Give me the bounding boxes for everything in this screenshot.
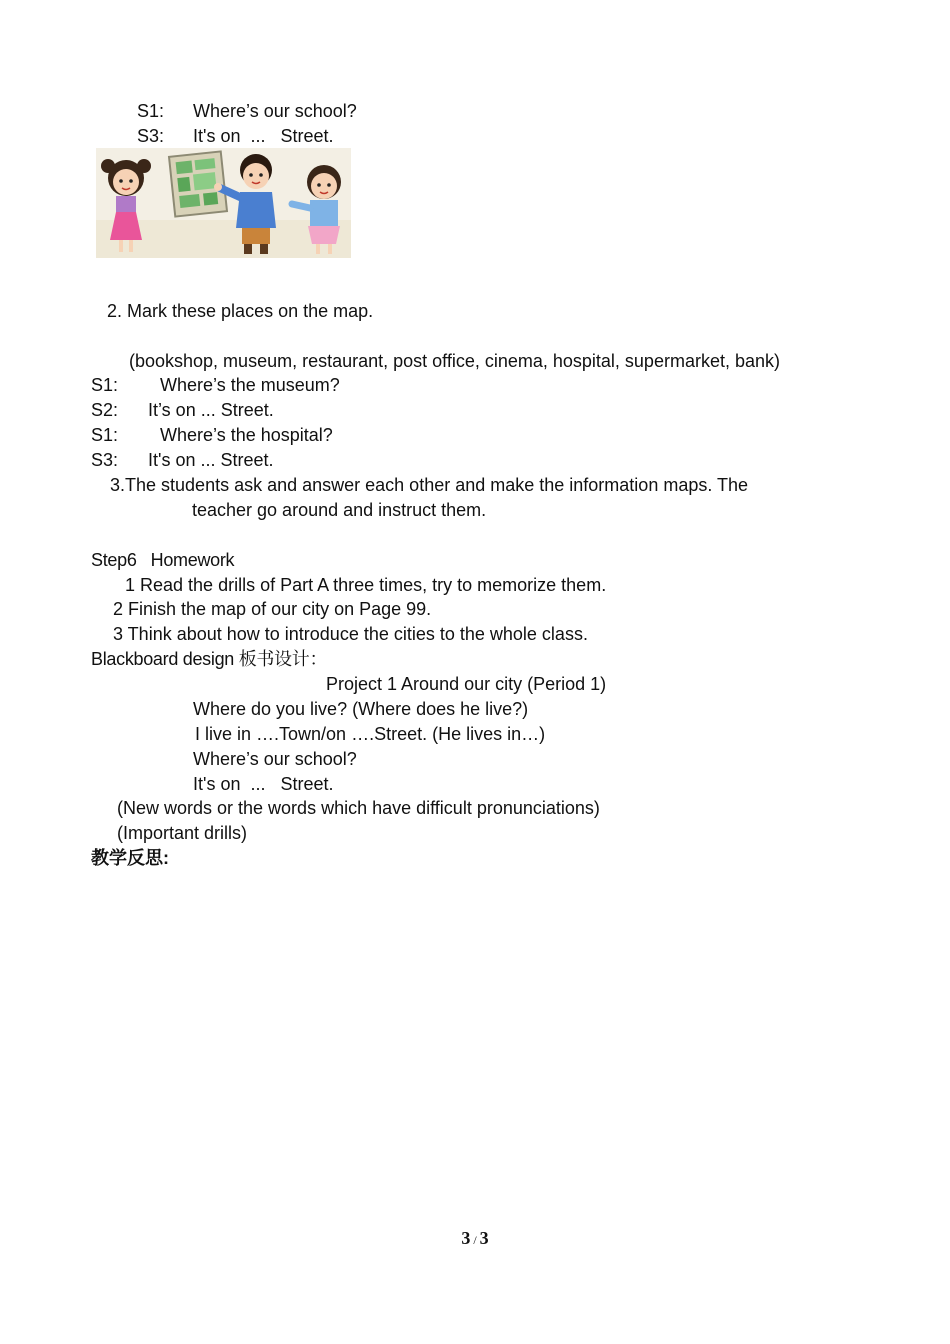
places-list: (bookshop, museum, restaurant, post office, cinema, hospital, supermarket, bank)	[129, 351, 780, 371]
page-separator: /	[473, 1233, 477, 1247]
blackboard-line: It's on ... Street.	[193, 774, 334, 794]
task-3-line: 3.The students ask and answer each other and make the information maps. The	[110, 475, 749, 495]
dialog-line: It's on ... Street.	[193, 126, 334, 146]
dialog-line: Where’s our school?	[193, 101, 357, 121]
blackboard-line: Where do you live? (Where does he live?)	[193, 699, 529, 719]
blackboard-title: Project 1 Around our city (Period 1)	[326, 674, 607, 694]
blackboard-note: (New words or the words which have difficult pronunciations)	[117, 798, 600, 818]
page-number	[0, 1228, 950, 1249]
homework-item: 3 Think about how to introduce the cities to the whole class.	[113, 624, 588, 644]
blackboard-line: Where’s our school?	[193, 749, 357, 769]
blackboard-note: (Important drills)	[117, 823, 248, 843]
homework-item: 1 Read the drills of Part A three times, try to memorize them.	[125, 575, 607, 595]
homework-item: 2 Finish the map of our city on Page 99.	[113, 599, 432, 619]
page-current: 3	[461, 1228, 471, 1248]
dialog-speaker-s1: S1:	[137, 101, 165, 121]
page-total: 3	[479, 1228, 489, 1248]
dialog-speaker-s3: S3:	[137, 126, 165, 146]
dialog-speaker: S2:	[91, 400, 119, 420]
homework-heading: Step6 Homework	[91, 550, 235, 570]
task-3-line: teacher go around and instruct them.	[192, 500, 487, 520]
blackboard-line: I live in ….Town/on ….Street. (He lives in…)	[195, 724, 546, 744]
reflection-heading: 教学反思:	[91, 848, 169, 868]
children-map-illustration	[96, 148, 351, 258]
blackboard-heading: Blackboard design 板书设计：	[91, 649, 328, 669]
task-2-title: 2. Mark these places on the map.	[107, 301, 374, 321]
dialog-speaker: S1:	[91, 375, 119, 395]
dialog-speaker: S3:	[91, 450, 119, 470]
dialog-line: Where’s the museum?	[160, 375, 340, 395]
dialog-line: It's on ... Street.	[148, 450, 274, 470]
dialog-line: Where’s the hospital?	[160, 425, 333, 445]
dialog-speaker: S1:	[91, 425, 119, 445]
dialog-line: It’s on ... Street.	[148, 400, 274, 420]
